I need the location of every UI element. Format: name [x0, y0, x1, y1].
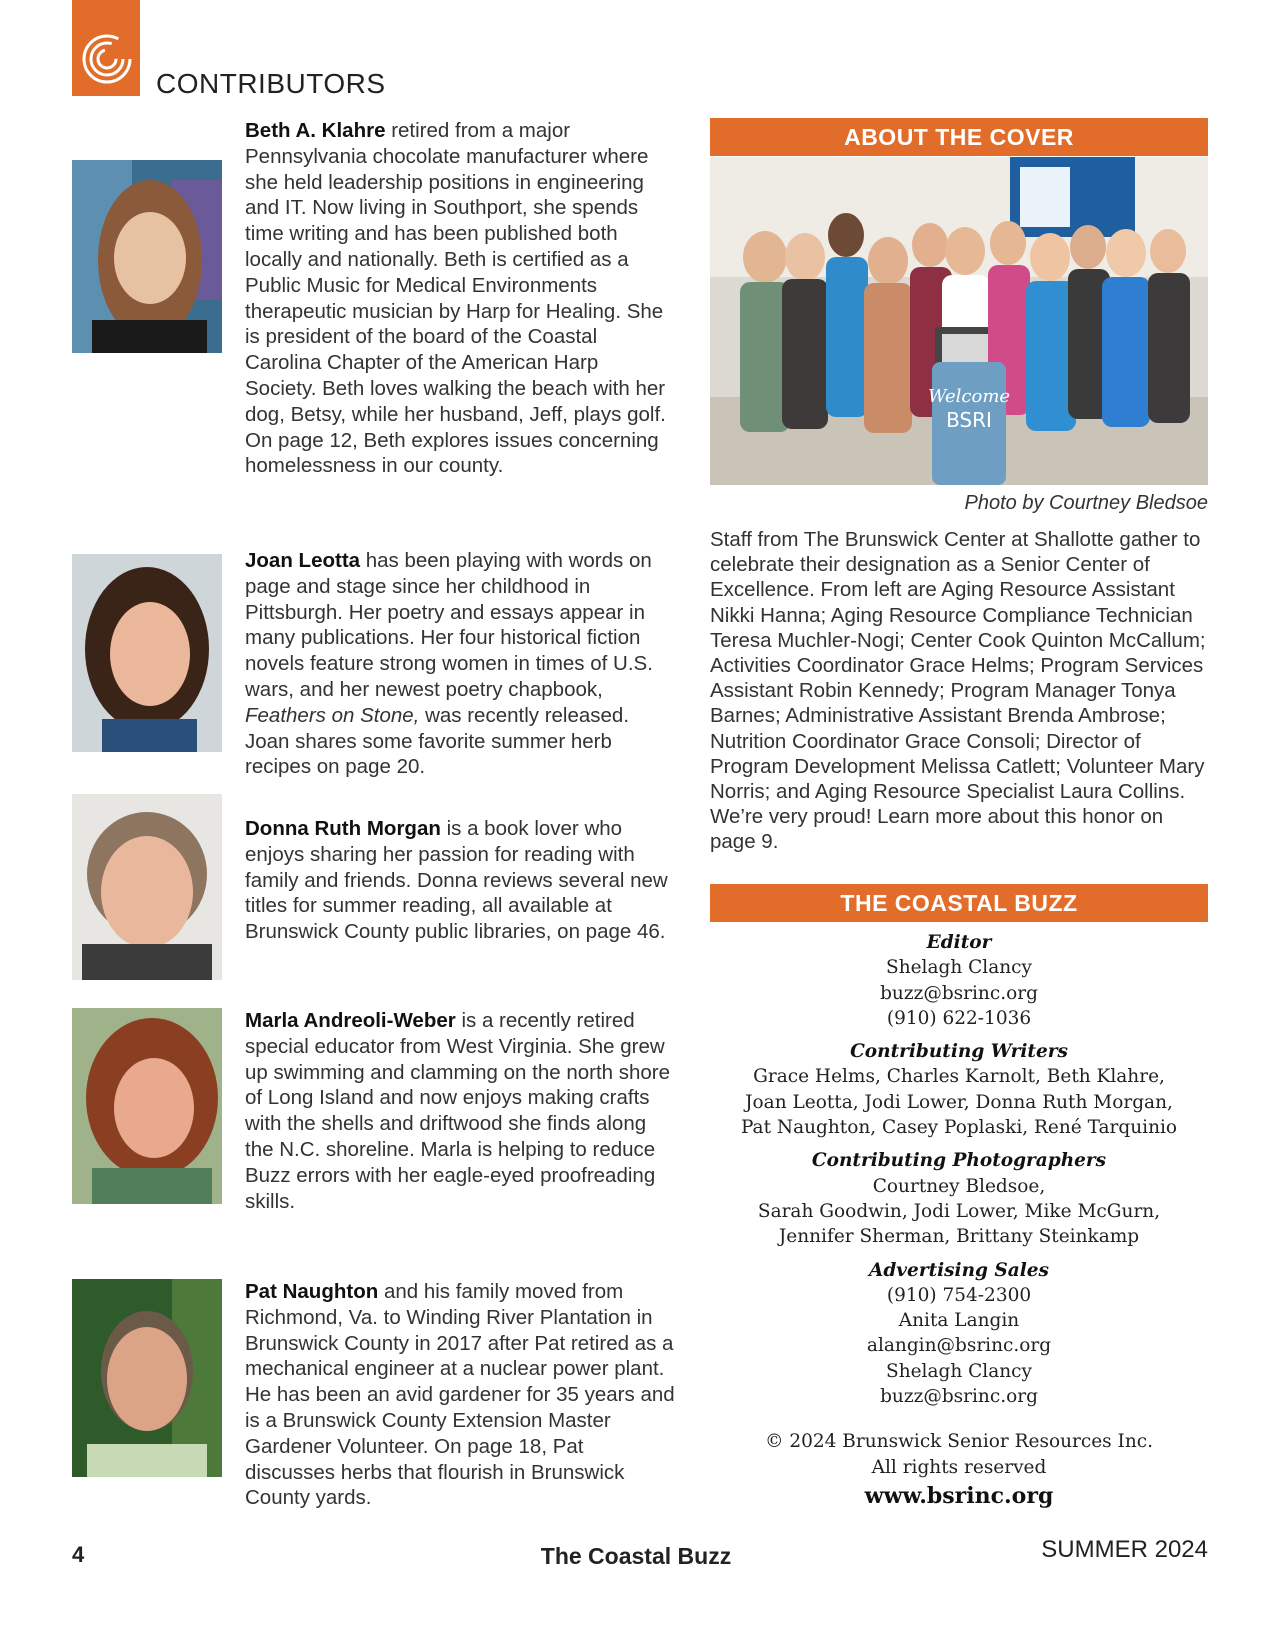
writers-line: Joan Leotta, Jodi Lower, Donna Ruth Morgan,: [745, 1091, 1173, 1113]
section-title: CONTRIBUTORS: [156, 68, 386, 99]
contributor-bio-text: [245, 1279, 675, 1511]
cover-caption: Staff from The Brunswick Center at Shallotte gather to celebrate their designation as a Senior Center of Excellence. From left are Aging Resource Assistant Nikki Hanna; Aging Resource Compliance Technician Teresa Muchler-Nogi; Center Cook Quinton McCallum; Activities Coordinator Grace Helms; Program Services Assistant Robin Kennedy; Program Manager Tonya Barnes; Administrative Assistant Brenda Ambrose; Nutrition Coordinator Grace Consoli; Director of Program Development Melissa Catlett; Volunteer Mary Norris; and Aging Resource Specialist Laura Collins. We’re very proud! Learn more about this honor on page 9.: [710, 528, 1206, 854]
bio-body: is a book lover who enjoys sharing her passion for reading with family and friends. Donna reviews several new titles for summer reading, all available at Brunswick County public libraries, on page 46.: [245, 817, 668, 944]
photo-credit: Photo by Courtney Bledsoe: [964, 492, 1208, 514]
editor-email: buzz@bsrinc.org: [880, 982, 1038, 1004]
ads-name: Shelagh Clancy: [886, 1360, 1032, 1382]
masthead: [710, 930, 1208, 1509]
page-number: 4: [72, 1542, 85, 1567]
photographers-line: Courtney Bledsoe,: [872, 1175, 1046, 1197]
writers-line: Pat Naughton, Casey Poplaski, René Tarquinio: [740, 1117, 1178, 1139]
contributor-bio-text: [245, 118, 675, 479]
contributor-name: Pat Naughton: [245, 1280, 379, 1303]
contributor-bio-text: [245, 548, 675, 780]
copyright: © 2024 Brunswick Senior Resources Inc.: [764, 1431, 1154, 1453]
writers-label: Contributing Writers: [850, 1041, 1068, 1063]
photographers-group: [710, 1148, 1208, 1249]
contributor-photo: [72, 160, 222, 353]
welcome-sign-text: Welcome: [927, 386, 1011, 407]
editor-label: Editor: [926, 932, 992, 953]
photographers-line: Sarah Goodwin, Jodi Lower, Mike McGurn,: [757, 1200, 1161, 1222]
welcome-sign-bsri: BSRI: [946, 408, 992, 432]
swirl-logo-icon: [80, 32, 134, 86]
bio-body: and his family moved from Richmond, Va. to Winding River Plantation in Brunswick County in 2017 after Pat retired as a mechanical engineer at a nuclear power plant. He has been an avid gardener for 35 years and is a Brunswick County Extension Master Gardener Volunteer. On page 18, Pat discusses herbs that flourish in Brunswick County yards.: [245, 1280, 675, 1510]
photographers-label: Contributing Photographers: [811, 1150, 1107, 1172]
editor-group: [710, 930, 1208, 1031]
contributor-photo: [72, 554, 222, 752]
photographers-line: Jennifer Sherman, Brittany Steinkamp: [778, 1226, 1140, 1248]
editor-phone: (910) 622-1036: [886, 1007, 1032, 1029]
bio-body-end: was recently released. Joan shares some favorite summer herb recipes on page 20.: [245, 703, 630, 779]
contributor-name: Joan Leotta: [245, 549, 361, 572]
website-link[interactable]: www.bsrinc.org: [864, 1482, 1054, 1509]
contributor-photo: [72, 1279, 222, 1477]
about-cover-heading: ABOUT THE COVER: [710, 118, 1208, 156]
ads-phone: (910) 754-2300: [886, 1284, 1032, 1306]
ads-email: buzz@bsrinc.org: [880, 1386, 1038, 1408]
brand-logo: [72, 0, 140, 96]
ads-label: Advertising Sales: [869, 1259, 1049, 1281]
bio-body: is a recently retired special educator from West Virginia. She grew up swimming and clamming on the north shore of Long Island and now enjoys making crafts with the shells and driftwood she finds along the N.C. shoreline. Marla is helping to reduce Buzz errors with her eagle-eyed proofreading skills.: [245, 1009, 671, 1213]
cover-photo: [710, 157, 1208, 485]
rights: All rights reserved: [871, 1456, 1047, 1478]
writers-line: Grace Helms, Charles Karnolt, Beth Klahre,: [753, 1066, 1165, 1088]
contributor-name: Marla Andreoli-Weber: [245, 1009, 456, 1032]
masthead-heading: THE COASTAL BUZZ: [710, 884, 1208, 922]
contributor-bio-text: [245, 816, 675, 945]
ads-email: alangin@bsrinc.org: [866, 1335, 1052, 1357]
contributor-bio-text: [245, 1008, 675, 1214]
footer-issue: SUMMER 2024: [1041, 1536, 1208, 1563]
editor-name: Shelagh Clancy: [886, 957, 1032, 979]
ads-group: [710, 1258, 1208, 1410]
ads-name: Anita Langin: [898, 1310, 1020, 1332]
bio-body: has been playing with words on page and stage since her childhood in Pittsburgh. Her poetry and essays appear in many publications. Her four historical fiction novels feature strong women in times of U.S. wars, and her newest poetry chapbook,: [245, 549, 653, 701]
footer-publication: The Coastal Buzz: [540, 1543, 732, 1569]
bio-body: retired from a major Pennsylvania chocolate manufacturer where she held leadership positions in engineering and IT. Now living in Southport, she spends time writing and has been published both locally and nationally. Beth is certified as a Public Music for Medical Environments therapeutic musician by Harp for Healing. She is president of the board of the Coastal Carolina Chapter of the American Harp Society. Beth loves walking the beach with her dog, Betsy, while her husband, Jeff, plays golf. On page 12, Beth explores issues concerning homelessness in our county.: [245, 119, 666, 478]
contributor-photo: [72, 1008, 222, 1204]
book-title: Feathers on Stone,: [245, 703, 420, 727]
contributor-name: Donna Ruth Morgan: [245, 817, 441, 840]
contributor-photo: [72, 794, 222, 980]
writers-group: [710, 1039, 1208, 1140]
contributor-name: Beth A. Klahre: [245, 119, 386, 142]
